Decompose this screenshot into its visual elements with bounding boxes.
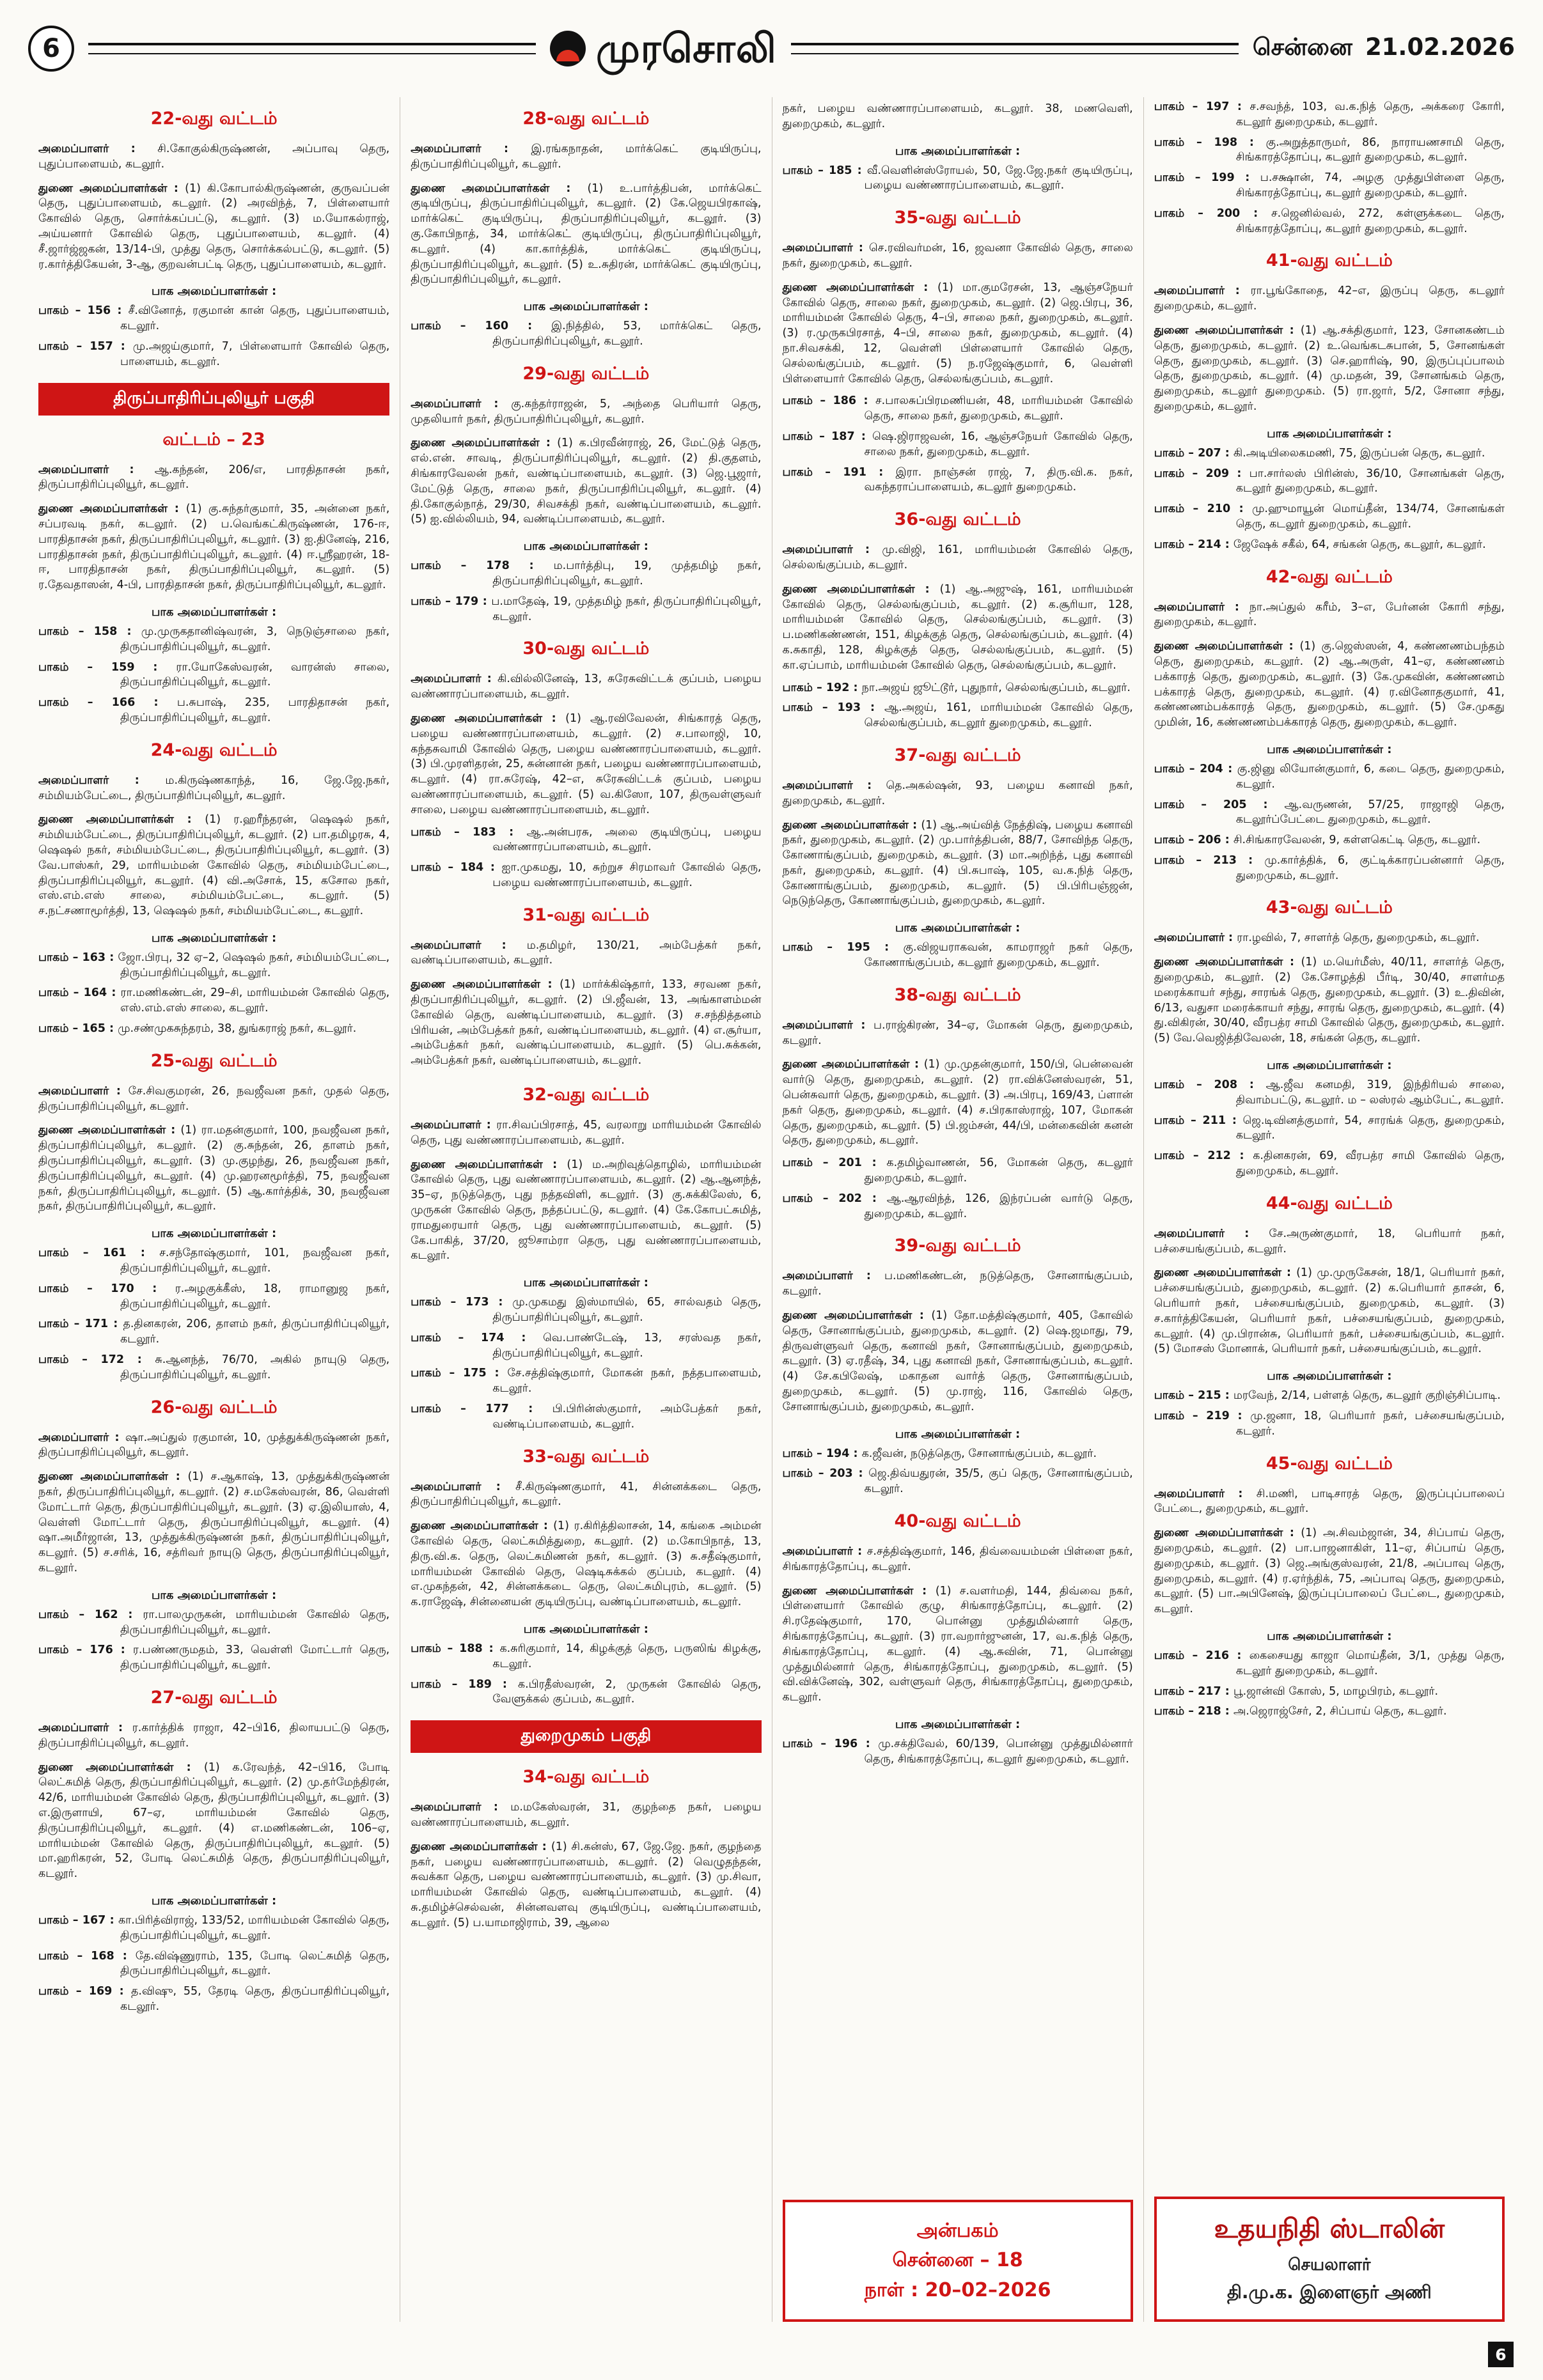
organizer-label: அமைப்பாளர் : [38,143,158,155]
paka-number: பாகம் – 216 : [1154,1649,1249,1662]
deputies-label: துணை அமைப்பாளர்கள் : [1154,1266,1297,1280]
paka-entry: பாகம் – 191 : இரா. நாஞ்சன் ராஜ், 7, திரு.வி.க. நகர், வகந்தராப்பாளையம், கடலூர் துறைமுகம். [782,465,1133,494]
ward-header: 22-வது வட்டம் [150,109,278,128]
paka-heading: பாக அமைப்பாளர்கள் : [523,1276,648,1290]
organizer-line: அமைப்பாளர் : ரா.சிவப்பிரசாத், 45, வரலாறு மாரியம்மன் கோவில் தெரு, புது வண்ணாரப்பாளையம், கடலூர். [411,1119,762,1147]
deputies-label: துணை அமைப்பாளர்கள் : [782,582,940,596]
paka-entry: பாகம் – 207 : கி.அடியிலைகமணி, 75, இருப்பன் தெரு, கடலூர். [1154,446,1485,460]
paka-entry: பாகம் – 202 : ஆ.ஆரவிந்த், 126, இந்ரப்பன் வார்டு தெரு, துறைமுகம், கடலூர். [782,1192,1133,1220]
paka-heading: பாக அமைப்பாளர்கள் : [895,921,1021,935]
organizer-line: அமைப்பாளர் : ஆ.கந்தன், 206/எ, பாரதிதாசன் நகர், திருப்பாதிரிப்புலியூர், கடலூர். [38,463,390,492]
organizer-label: அமைப்பாளர் : [411,938,527,952]
deputies-line: துணை அமைப்பாளர்கள் : (1) சி.கன்ஸ், 67, ஜே.ஜே. நகர், குழந்தை நகர், பழைய வண்ணாரப்பாளையம், கடலூர். (2) வெழுதந்தன், சுவக்கா தெரு, பழைய வண்ணாரப்பாளையம், கடலூர். (3) மு.சிவா, மாரியம்மன் கோவில் தெரு, வண்டிப்பாளையம், கடலூர். (4) சு.தமிழ்ச்செல்வன், சின்னவளவு குடியிருப்பு, வண்டிப்பாளையம், கடலூர். (5) ப.யாமாஜிராம், 39, ஆலை [411,1840,762,1929]
deputies-line: துணை அமைப்பாளர்கள் : (1) க.ரேவந்த், 42–பி16, போடி லெட்சுமித் தெரு, திருப்பாதிரிப்புலியூர், கடலூர். (2) மு.தர்மேந்திரன், 42/6, மாரியம்மன் கோவில் தெரு, திருப்பாதிரிப்புலியூர், கடலூர். (3) எ.இருளாயி, 67–ஏ, மாரியம்மன் கோவில் தெரு, திருப்பாதிரிப்புலியூர், கடலூர். (4) எ.மணிகண்டன், 106–ஏ, மாரியம்மன் கோவில் தெரு, திருப்பாதிரிப்புலியூர், கடலூர். (5) மா.ஹரிகரன், 52, போடி லெட்சுமித் தெரு, திருப்பாதிரிப்புலியூர், கடலூர். [38,1761,390,1881]
paka-number: பாகம் – 163 : [38,951,118,964]
paka-entry: பாகம் – 156 : சீ.வினோத், ரகுமான் கான் தெரு, புதுப்பாளையம், கடலூர். [38,304,390,333]
deputies-label: துணை அமைப்பாளர்கள் : [1154,956,1301,969]
paka-entry: பாகம் – 176 : ர.பண்ணருமதம், 33, வெள்ளி மோட்டார் தெரு, திருப்பாதிரிப்புலியூர், கடலூர். [38,1644,390,1672]
anbagam-line: நாள் : 20–02–2026 [864,2278,1051,2301]
organizer-line: அமைப்பாளர் : தெ.அகல்ஷன், 93, பழைய கனாவி நகர், துறைமுகம், கடலூர். [782,779,1133,807]
paka-number: பாகம் – 208 : [1154,1078,1266,1092]
paka-number: பாகம் – 215 : [1154,1389,1234,1403]
deputies-label: துணை அமைப்பாளர்கள் : [1154,323,1301,337]
paka-number: பாகம் – 201 : [782,1156,887,1170]
deputies-line: துணை அமைப்பாளர்கள் : (1) கு.ஜெஸ்ஸன், 4, கண்ணணம்பந்தம் தெரு, துறைமுகம், கடலூர். (2) ஆ.அருள், 41–ஏ, கண்ணணம் பக்காரத் தெரு, துறைமுகம், கடலூர். (3) கே.முகவின், கண்ணணம் பக்காரத் தெரு, துறைமுகம், கடலூர். (4) ர.வினோதகுமார், 41, கண்ணணம்பக்காரத் தெரு, துறைமுகம், கடலூர். (5) சே.முகது முமின், 16, கண்ணணம்பக்காரத் தெரு, துறைமுகம், கடலூர். [1154,640,1505,729]
paka-entry: பாகம் – 217 : பூ.ஜான்வி கோஸ், 5, மாழபிரம், கடலூர். [1154,1684,1439,1698]
paka-entry: பாகம் – 192 : நா.அஜய் ஜூட்டூர், புதுநார், செல்லங்குப்பம், கடலூர். [782,681,1131,694]
organizer-label: அமைப்பாளர் : [1154,1227,1269,1240]
paka-entry: பாகம் – 198 : கு.அறுத்தாருமர், 86, நாராயணசாமி தெரு, சிங்காரத்தோப்பு, கடலூர் துறைமுகம், கடலூர். [1154,136,1505,164]
ward-header: 41-வது வட்டம் [1265,251,1393,271]
paka-number: பாகம் – 197 : [1154,100,1250,113]
deputies-label: துணை அமைப்பாளர்கள் : [411,712,566,725]
organizer-label: அமைப்பாளர் : [411,1801,511,1814]
paka-number: பாகம் – 160 : [411,320,552,333]
organizer-line: அமைப்பாளர் : சி.மணி, பாடிசாரத் தெரு, இருப்புப்பாலைப் பேட்டை, துறைமுகம், கடலூர். [1154,1487,1505,1516]
paka-entry: பாகம் – 167 : கா.பிரித்விராஜ், 133/52, மாரியம்மன் கோவில் தெரு, திருப்பாதிரிப்புலியூர், கடலூர். [38,1913,390,1942]
edition-date [1253,33,1515,64]
paka-entry: பாகம் – 165 : மு.சண்முகசுந்தரம், 38, துங்கராஜ் நகர், கடலூர். [38,1022,357,1036]
paka-entry: பாகம் – 219 : மு.ஜனா, 18, பெரியார் நகர், பச்சையங்குப்பம், கடலூர். [1154,1410,1505,1438]
paka-number: பாகம் – 188 : [411,1642,500,1655]
organizer-line: அமைப்பாளர் : மு.விஜி, 161, மாரியம்மன் கோவில் தெரு, செல்லங்குப்பம், கடலூர். [782,543,1133,572]
organizer-line: அமைப்பாளர் : ஷா.அப்துல் ரகுமான், 10, முத்துக்கிருஷ்ணன் நகர், திருப்பாதிரிப்புலியூர், கடலூர். [38,1431,390,1459]
paka-number: பாகம் – 189 : [411,1677,518,1691]
deputies-line: துணை அமைப்பாளர்கள் : (1) ஆ.சக்திகுமார், 123, சோனகண்டம் தெரு, துறைமுகம், கடலூர். (2) உ.வெங்கடசுபான், 5, சோனங்கள் தெரு, துறைமுகம், கடலூர். (3) செ.ஹாரிஷ், 90, இருப்புப்பாலம் தெரு, துறைமுகம், கடலூர். (4) மு.மதன், 39, சோனங்கம் தெரு, துறைமுகம், கடலூர் துறைமுகம். (5) ரா.ஜார், 5/2, சோனா சந்து, துறைமுகம், கடலூர். [1154,323,1505,413]
paka-number: பாகம் – 186 : [782,394,875,408]
organizer-label: அமைப்பாளர் : [782,1545,867,1558]
organizer-line: அமைப்பாளர் : கு.கந்தர்ராஜன், 5, அந்தை பெரியார் தெரு, முதலியார் நகர், திருப்பாதிரிப்புலியூர், கடலூர். [411,397,762,426]
deputies-line: துணை அமைப்பாளர்கள் : (1) ச.ஆகாஷ், 13, முத்துக்கிருஷ்ணன் நகர், திருப்பாதிரிப்புலியூர், கடலூர். (2) ச.மகேஸ்வரன், 86, வெள்ளி மோட்டார் தெரு, திருப்பாதிரிப்புலியூர், கடலூர். (3) ஏ.இலியாஸ், 4, வெள்ளி மோட்டார் தெரு, திருப்பாதிரிப்புலியூர், கடலூர். (4) ஷா.அமீர்ஜான், 13, முத்துக்கிருஷ்ணன் நகர், திருப்பாதிரிப்புலியூர், கடலூர். (5) ச.சரிக், 16, சத்ரிவர் நாயுடு தெரு, திருப்பாதிரிப்புலியூர், கடலூர். [38,1470,390,1575]
paka-entry: பாகம் – 162 : ரா.பாலமுருகன், மாரியம்மன் கோவில் தெரு, திருப்பாதிரிப்புலியூர், கடலூர். [38,1608,390,1637]
paka-entry: பாகம் – 158 : மு.முருகதானிஷ்வரன், 3, நெடுஞ்சாலை நகர், திருப்பாதிரிப்புலியூர், கடலூர். [38,625,390,653]
paka-entry: பாகம் – 204 : கு.ஜினு லியோன்குமார், 6, கடை தெரு, துறைமுகம், கடலூர். [1154,762,1505,791]
paka-number: பாகம் – 214 : [1154,538,1234,551]
organizer-line: அமைப்பாளர் : ரா.ழவில், 7, சாளர்த் தெரு, துறைமுகம், கடலூர். [1154,931,1480,945]
organizer-label: அமைப்பாளர் : [1154,284,1251,298]
organizer-line: அமைப்பாளர் : சே.சிவகுமரன், 26, நவஜீவன நகர், முதல் தெரு, திருப்பாதிரிப்புலியூர், கடலூர். [38,1084,390,1113]
ward-header: 29-வது வட்டம் [522,363,650,384]
anbagam-box [783,2200,1133,2322]
paka-number: பாகம் – 192 : [782,681,862,694]
paka-entry: பாகம் – 216 : கைசையது காஜா மொய்தீன், 3/1, முத்து தெரு, கடலூர் துறைமுகம், கடலூர். [1154,1649,1505,1677]
deputies-line: துணை அமைப்பாளர்கள் : (1) அ.சிவம்ஜான், 34, சிப்பாய் தெரு, துறைமுகம், கடலூர். (2) பா.பாஜனாகிள், 11–ஏ, சிப்பாய் தெரு, துறைமுகம், கடலூர். (3) ஜெ.அங்குஸ்வரன், 21/8, அப்பாவு தெரு, துறைமுகம், கடலூர். (4) ர.ஏர்ந்திக், 75, அப்பாவு தெரு, துறைமுகம், கடலூர். (5) பா.அபினேஷ், இருப்புப்பாலைப் பேட்டை, துறைமுகம், கடலூர். [1154,1527,1505,1616]
paka-entry: பாகம் – 209 : பா.சார்லஸ் பிரின்ஸ், 36/10, சோனங்கள் தெரு, கடலூர் துறைமுகம், கடலூர். [1154,467,1505,495]
ward-header: 24-வது வட்டம் [150,740,278,760]
deputies-label: துணை அமைப்பாளர்கள் : [38,813,205,827]
paka-number: பாகம் – 203 : [782,1467,869,1481]
column-3 [772,97,1143,2322]
paka-number: பாகம் – 211 : [1154,1114,1243,1127]
paka-number: பாகம் – 178 : [411,559,554,573]
paka-entry: பாகம் – 157 : மு.அஜய்குமார், 7, பிள்ளையார் கோவில் தெரு, பாளையம், கடலூர். [38,339,390,368]
paka-heading: பாக அமைப்பாளர்கள் : [152,605,277,619]
paka-entry: பாகம் – 210 : மு.ஹுமாயூன் மொய்தீன், 134/74, சோனங்கள் தெரு, கடலூர் துறைமுகம், கடலூர். [1154,502,1505,531]
paka-heading: பாக அமைப்பாளர்கள் : [1267,426,1392,440]
ward-header: 40-வது வட்டம் [894,1511,1021,1531]
continuation-text: நகர், பழைய வண்ணாரப்பாளையம், கடலூர். 38, மணவெளி, துறைமுகம், கடலூர். [782,102,1133,130]
paka-entry: பாகம் – 171 : த.தினகரன், 206, தாளம் நகர், திருப்பாதிரிப்புலியூர், கடலூர். [38,1318,390,1346]
paka-number: பாகம் – 161 : [38,1247,160,1260]
ward-header: 25-வது வட்டம் [150,1050,278,1071]
deputies-label: துணை அமைப்பாளர்கள் : [411,1520,554,1533]
paka-entry: பாகம் – 208 : ஆ.ஜீவ கனமதி, 319, இந்திரியல் சாலை, திவாம்பட்டு, கடலூர். ம – லஸ்ரல் ஆம்பேட், கடலூர். [1154,1078,1505,1107]
paka-entry: பாகம் – 187 : ஷெ.ஜிராஜவன், 16, ஆஞ்சநேயர் கோவில் தெரு, சாலை நகர், துறைமுகம், கடலூர். [782,430,1133,458]
organizer-line: அமைப்பாளர் : சே.அருண்குமார், 18, பெரியார் நகர், பச்சையங்குப்பம், கடலூர். [1154,1227,1505,1256]
paka-entry: பாகம் – 168 : தே.விஷ்ணுராம், 135, போடி லெட்சுமித் தெரு, திருப்பாதிரிப்புலியூர், கடலூர். [38,1949,390,1978]
paka-entry: பாகம் – 201 : க.தமிழ்வாணன், 56, மோகன் தெரு, கடலூர் துறைமுகம், கடலூர். [782,1156,1133,1185]
paka-entry: பாகம் – 177 : பி.பிரின்ஸ்குமார், அம்பேத்கர் நகர், வண்டிப்பாளையம், கடலூர். [411,1403,762,1431]
paka-number: பாகம் – 194 : [782,1447,862,1460]
masthead [550,25,777,72]
deputies-line: துணை அமைப்பாளர்கள் : (1) க.பிரவீன்ராஜ், 26, மேட்டுத் தெரு, எல்.என். சாவடி, திருப்பாதிரிப்புலியூர், கடலூர். (2) தி.குதளம், சிங்காரவேலன் நகர், வண்டிப்பாளையம், கடலூர். (3) ஜெ.பூஜார், மேட்டுத் தெரு, சாலை நகர், திருப்பாதிரிப்புலியூர், கடலூர். (4) தி.கோகுல்நாத், 29/30, சிவசக்தி நகர், வண்டிப்பாளையம், கடலூர். (5) ஐ.வில்லியம், 94, வண்டிப்பாளையம், கடலூர். [411,437,762,526]
organizer-label: அமைப்பாளர் : [38,463,155,476]
paka-number: பாகம் – 213 : [1154,853,1265,867]
deputies-line: துணை அமைப்பாளர்கள் : (1) ஆ.அய்வித் நேத்திஷ், பழைய கனாவி நகர், துறைமுகம், கடலூர். (2) மு.பார்த்திபன், 88/7, சோவிந்த தெரு, கோணாங்குப்பம், துறைமுகம், கடலூர். (3) மா.அறிந்த், புது கனாவி நகர், துறைமுகம், கடலூர். (4) பி.சுபாஷ், 105, வ.க.நித் தெரு, கோணாங்குப்பம், துறைமுகம், கடலூர். (5) பி.பிரிபஞ்ஜன், நெடுந்தெரு, கோணாங்குப்பம், துறைமுகம், கடலூர். [782,818,1133,908]
organizer-label: அமைப்பாளர் : [1154,1487,1257,1500]
paka-heading: பாக அமைப்பாளர்கள் : [895,1717,1021,1731]
column-1 [28,97,400,2322]
region-band: துறைமுகம் பகுதி [411,1720,761,1753]
paka-number: பாகம் – 193 : [782,701,884,715]
deputies-line: துணை அமைப்பாளர்கள் : (1) ர.ஹரீந்தரன், ஷெஷல் நகர், சம்மியம்பேட்டை, திருப்பாதிரிப்புலியூர், கடலூர். (2) பா.தமிழரசு, 4, ஷெஷல் நகர், சம்மியம்பேட்டை, திருப்பாதிரிப்புலியூர், கடலூர். (3) வே.பாஸ்கர், 29, மாரியம்மன் கோவில் தெரு, சம்மியம்பேட்டை, திருப்பாதிரிப்புலியூர், கடலூர். (4) வி.அசோக், 15, கசோல நகர், எஸ்.எம்.எஸ் சாலை, சம்மியம்பேட்டை, கடலூர். (5) ச.நட்சணாமூர்த்தி, 13, ஷெஷல் நகர், சம்மியம்பேட்டை, கடலூர். [38,813,390,918]
paka-number: பாகம் – 206 : [1154,834,1234,847]
organizer-label: அமைப்பாளர் : [411,143,531,155]
deputies-label: துணை அமைப்பாளர்கள் : [782,1058,924,1071]
paka-number: பாகம் – 204 : [1154,762,1237,775]
deputies-label: துணை அமைப்பாளர்கள் : [411,1840,551,1853]
deputies-label: துணை அமைப்பாளர்கள் : [38,502,186,516]
deputies-label: துணை அமைப்பாளர்கள் : [1154,640,1300,653]
paka-number: பாகம் – 212 : [1154,1149,1253,1163]
organizer-line: அமைப்பாளர் : இ.ரங்கநாதன், மார்க்கெட் குடியிருப்பு, திருப்பாதிரிப்புலியூர், கடலூர். [411,143,762,171]
paka-entry: பாகம் – 195 : கு.விஜயராகவன், காமராஜர் நகர் தெரு, கோணாங்குப்பம், கடலூர் துறைமுகம், கடலூர். [782,941,1133,970]
paka-entry: பாகம் – 213 : மு.கார்த்திக், 6, குட்டிக்காரப்பன்னார் தெரு, துறைமுகம், கடலூர். [1154,853,1505,882]
deputies-label: துணை அமைப்பாளர்கள் : [782,1584,936,1598]
ward-header: 32-வது வட்டம் [522,1085,650,1105]
paka-number: பாகம் – 158 : [38,625,141,638]
paka-number: பாகம் – 166 : [38,696,177,710]
deputies-label: துணை அமைப்பாளர்கள் : [411,978,560,992]
paka-entry: பாகம் – 193 : ஆ.அஜய், 161, மாரியம்மன் கோவில் தெரு, செல்லங்குப்பம், கடலூர் துறைமுகம், கடலூர். [782,701,1133,730]
paka-entry: பாகம் – 203 : ஜெ.திவ்யதுரன், 35/5, குப் தெரு, சோனாங்குப்பம், கடலூர். [782,1467,1133,1496]
paka-entry: பாகம் – 215 : மரவேந், 2/14, பள்ளத் தெரு, கடலூர் குறிஞ்சிப்பாடி. [1154,1389,1501,1403]
organizer-label: அமைப்பாளர் : [1154,600,1249,614]
ward-header: 37-வது வட்டம் [894,745,1021,765]
footer-page-number: 6 [1488,2342,1514,2367]
ward-header: வட்டம் – 23 [162,429,265,449]
organizer-label: அமைப்பாளர் : [38,774,166,787]
organizer-label: அமைப்பாளர் : [411,1119,497,1132]
paka-heading: பாக அமைப்பாளர்கள் : [523,300,648,314]
ward-header: 43-வது வட்டம் [1265,898,1393,918]
paka-entry: பாகம் – 178 : ம.பார்த்திபு, 19, முத்தமிழ் நகர், திருப்பாதிரிப்புலியூர், கடலூர். [411,559,762,587]
deputies-label: துணை அமைப்பாளர்கள் : [782,818,921,832]
organizer-line: அமைப்பாளர் : ப.ராஜ்கிரண், 34–ஏ, மோகன் தெரு, துறைமுகம், கடலூர். [782,1018,1133,1047]
ward-listing-columns [28,97,1515,2322]
paka-heading: பாக அமைப்பாளர்கள் : [152,1894,277,1908]
ward-header: 42-வது வட்டம் [1265,566,1393,587]
anbagam-line: அன்பகம் [916,2219,999,2242]
paka-number: பாகம் – 177 : [411,1403,552,1416]
paka-entry: பாகம் – 185 : வீ.வெளின்ஸ்ரோயல், 50, ஜே.ஜே.நகர் குடியிருப்பு, பழைய வண்ணாரப்பாளையம், கடலூர். [782,164,1133,192]
organizer-line: அமைப்பாளர் : ம.மகேஸ்வரன், 31, குழந்தை நகர், பழைய வண்ணாரப்பாளையம், கடலூர். [411,1801,762,1829]
organizer-line: அமைப்பாளர் : செ.ரவிவர்மன், 16, ஜவனா கோவில் தெரு, சாலை நகர், துறைமுகம், கடலூர். [782,242,1133,270]
paka-number: பாகம் – 207 : [1154,446,1234,460]
paka-heading: பாக அமைப்பாளர்கள் : [152,931,277,945]
paka-number: பாகம் – 187 : [782,430,873,443]
deputies-line: துணை அமைப்பாளர்கள் : (1) உ.பார்த்திபன், மார்க்கெட் குடியிருப்பு, திருப்பாதிரிப்புலியூர், கடலூர். (2) கே.ஜெயபிரகாஷ், மார்க்கெட் குடியிருப்பு, திருப்பாதிரிப்புலியூர், கடலூர். (3) கு.கோபிநாத், 34, மார்க்கெட் குடியிருப்பு, திருப்பாதிரிப்புலியூர், கடலூர். (4) கா.கார்த்திக், மார்க்கெட் குடியிருப்பு, திருப்பாதிரிப்புலியூர், கடலூர். (5) உ.சுதிரன், மார்க்கெட் குடியிருப்பு, திருப்பாதிரிப்புலியூர், கடலூர். [411,182,762,286]
paka-number: பாகம் – 210 : [1154,502,1252,516]
masthead-title: முரசொலி [595,25,777,72]
organizer-label: அமைப்பாளர் : [782,1270,884,1283]
paka-number: பாகம் – 162 : [38,1608,143,1621]
paka-number: பாகம் – 159 : [38,660,176,674]
paka-number: பாகம் – 167 : [38,1913,118,1927]
signature-box [1154,2197,1505,2322]
organizer-line: அமைப்பாளர் : ச.சத்திஷ்குமார், 146, திவ்வையம்மன் பிள்ளை நகர், சிங்காரத்தோப்பு, கடலூர். [782,1545,1133,1573]
organizer-label: அமைப்பாளர் : [782,779,886,792]
paka-heading: பாக அமைப்பாளர்கள் : [1267,742,1392,756]
paka-entry: பாகம் – 199 : ப.சக்ஷான், 74, அழகு முத்துபிள்ளை தெரு, சிங்காரத்தோப்பு, கடலூர் துறைமுகம், கடலூர். [1154,171,1505,199]
deputies-label: துணை அமைப்பாளர்கள் : [782,1309,932,1323]
masthead-rule-right [791,43,1239,54]
deputies-line: துணை அமைப்பாளர்கள் : (1) ர.கிரித்திலாசன், 14, கங்கை அம்மன் கோவில் தெரு, லெட்சுமித்துறை, கடலூர். (2) ம.கோபிநாத், 13, திரு.வி.க. தெரு, லெட்சுமிணன் நகர், கடலூர். (3) சு.சதீஷ்குமார், மாரியம்மன் கோவில் தெரு, ஷெடிசுக்கல் குப்பம், கடலூர். (4) எ.முகந்தன், 42, சின்னக்கடை தெரு, லெட்சுமிபுரம், கடலூர். (5) க.ராஜேஷ், சின்னையன் குடியிருப்பு, வண்டிப்பாளையம், கடலூர். [411,1520,762,1609]
paka-heading: பாக அமைப்பாளர்கள் : [1267,1059,1392,1073]
paka-number: பாகம் – 200 : [1154,206,1271,220]
deputies-label: துணை அமைப்பாளர்கள் : [411,182,588,195]
paka-heading: பாக அமைப்பாளர்கள் : [152,284,277,299]
deputies-line: துணை அமைப்பாளர்கள் : (1) தோ.மத்திஷ்குமார், 405, கோவில் தெரு, சோனாங்குப்பம், துறைமுகம், கடலூர். (2) ஷெ.ஜமாது, 79, திருவள்ளுவர் தெரு, கனாவி நகர், சோனாங்குப்பம், துறைமுகம், கடலூர். (3) ஏ.ரதீஷ், 34, புது கனாவி நகர், சோனாங்குப்பம், கடலூர். (4) சே.கபிலேஷ், மகாதன வார்த் தெரு, சோனாங்குப்பம், துறைமுகம், கடலூர். (5) மு.ராஜ், 116, கோவில் தெரு, சோனாங்குப்பம், துறைமுகம், கடலூர். [782,1309,1133,1413]
ward-header: 34-வது வட்டம் [522,1767,650,1787]
paka-entry: பாகம் – 211 : ஜெ.டிவினத்குமார், 54, சாரங்க் தெரு, துறைமுகம், கடலூர். [1154,1114,1505,1142]
deputies-label: துணை அமைப்பாளர்கள் : [411,1158,567,1171]
signatory-name: உதயநிதி ஸ்டாலின் [1214,2213,1445,2244]
paka-number: பாகம் – 185 : [782,164,867,177]
paka-number: பாகம் – 175 : [411,1367,508,1380]
paka-entry: பாகம் – 170 : ர.அழகுக்கீஸ், 18, ராமானுஜ நகர், திருப்பாதிரிப்புலியூர், கடலூர். [38,1282,390,1311]
paka-number: பாகம் – 173 : [411,1296,513,1309]
organizer-label: அமைப்பாளர் : [782,1018,873,1032]
deputies-label: துணை அமைப்பாளர்கள் : [1154,1527,1301,1540]
paka-number: பாகம் – 191 : [782,465,896,479]
ward-header: 30-வது வட்டம் [522,639,650,659]
paka-entry: பாகம் – 159 : ரா.யோகேஸ்வரன், வாரன்ஸ் சாலை, திருப்பாதிரிப்புலியூர், கடலூர். [38,660,390,689]
deputies-line: துணை அமைப்பாளர்கள் : (1) ஆ.அஜுஷ், 161, மாரியம்மன் கோவில் தெரு, செல்லங்குப்பம், கடலூர். (2) க.சூரியா, 128, மாரியம்மன் கோவில் தெரு, செல்லங்குப்பம், கடலூர். (3) ப.மணிகண்ணன், 151, கிழக்குத் தெரு, செல்லங்குப்பம், கடலூர். (4) க.சுகாதி, 128, கிழக்குத் தெரு, செல்லங்குப்பம், கடலூர். (5) கா.ஏப்பாம், மாரியம்மன் கோவில் தெரு, செல்லங்குப்பம், கடலூர். [782,582,1133,672]
deputies-line: துணை அமைப்பாளர்கள் : (1) கி.கோபால்கிருஷ்ணன், குருவப்பன் தெரு, புதுப்பாளையம், கடலூர். (2) அரவிந்த், 7, பிள்ளையார் கோவில் தெரு, சொர்க்கப்பட்டு, கடலூர். (3) ம.யோகல்ராஜ், அய்யனார் கோவில் தெரு, புதுப்பாளையம், கடலூர். (4) சீ.ஜார்ஜ்ஜகன், 13/14-பி, முத்து தெரு, சொர்க்கல்பட்டு, கடலூர். (5) ர.கார்த்திகேயன், 3-ஆ, குறவன்பட்டி தெரு, புதுப்பாளையம், கடலூர். [38,182,390,271]
organizer-line: அமைப்பாளர் : ரா.பூங்கோதை, 42–எ, இருப்பு தெரு, கடலூர் துறைமுகம், கடலூர். [1154,284,1505,313]
deputies-line: துணை அமைப்பாளர்கள் : (1) ம.அறிவுத்தொழில், மாரியம்மன் கோவில் தெரு, புது வண்ணாரப்பாளையம், கடலூர். (2) ஆ.ஆனந்த், 35–ஏ, நடுத்தெரு, புது நத்தவிளி, கடலூர். (3) கு.சுக்கிலேஸ், 6, முருகன் கோவில் தெரு, நத்தப்பட்டு, கடலூர். (4) கே.கோபட்சுமித், ராமதுரையார் தெரு, புது வண்ணாரப்பாளையம், கடலூர். (5) கே.பாகித், 37/20, ஜூசாம்ரா தெரு, புது வண்ணாரப்பாளையம், கடலூர். [411,1158,762,1263]
ward-header: 31-வது வட்டம் [522,905,650,925]
paka-number: பாகம் – 156 : [38,304,129,318]
paka-number: பாகம் – 196 : [782,1737,879,1750]
deputies-line: துணை அமைப்பாளர்கள் : (1) மா.குமரேசன், 13, ஆஞ்சநேயர் கோவில் தெரு, சாலை நகர், துறைமுகம், கடலூர். (2) ஜெ.பிரபு, 36, மாரியம்மன் கோவில் தெரு, 4–பி, சாலை நகர், துறைமுகம், கடலூர். (3) ர.முருகபிரசாத், 4–பி, சாலை நகர், துறைமுகம், கடலூர். (4) நா.சிவசக்கி, 12, வெள்ளி பிள்ளையார் கோவில் தெரு, செல்லங்குப்பம், கடலூர். (5) ந.ரஜேஷ்குமார், 6, வெள்ளி பிள்ளையார் கோவில் தெரு, செல்லங்குப்பம், கடலூர். [782,281,1133,385]
paka-heading: பாக அமைப்பாளர்கள் : [523,540,648,554]
paka-entry: பாகம் – 160 : இ.நித்தில், 53, மார்க்கெட் தெரு, திருப்பாதிரிப்புலியூர், கடலூர். [411,320,762,348]
organizer-line: அமைப்பாளர் : நா.அப்துல் கரீம், 3–எ, பேர்னன் கோரி சந்து, துறைமுகம், கடலூர். [1154,600,1505,629]
deputies-label: துணை அமைப்பாளர்கள் : [38,1124,181,1137]
ward-header: 45-வது வட்டம் [1265,1453,1393,1474]
organizer-label: அமைப்பாளர் : [38,1431,125,1444]
ward-header: 44-வது வட்டம் [1265,1193,1393,1213]
paka-entry: பாகம் – 214 : ஜேஷேக் சகீல், 64, சங்கன் தெரு, கடலூர், கடலூர். [1154,538,1486,551]
deputies-line: துணை அமைப்பாளர்கள் : (1) மு.முருகேசன், 18/1, பெரியார் நகர், பச்சையங்குப்பம், துறைமுகம், கடலூர். (2) க.பெரியார் தாசன், 6, பெரியார் நகர், பச்சையங்குப்பம், துறைமுகம், கடலூர். (3) ச.கார்த்திகேயன், பெரியார் நகர், பச்சையங்குப்பம், துறைமுகம், கடலூர். (4) மு.பிரான்சு, பெரியார் நகர், பச்சையங்குப்பம், கடலூர். (5) மோசஸ் மோனாக், பெரியார் நகர், பச்சையங்குப்பம், கடலூர். [1154,1266,1505,1356]
deputies-label: துணை அமைப்பாளர்கள் : [38,182,185,195]
paka-entry: பாகம் – 161 : ச.சந்தோஷ்குமார், 101, நவஜீவன நகர், திருப்பாதிரிப்புலியூர், கடலூர். [38,1247,390,1275]
paka-number: பாகம் – 164 : [38,986,121,1000]
paka-entry: பாகம் – 197 : ச.சவந்த், 103, வ.க.நித் தெரு, அக்கரை கோரி, கடலூர் துறைமுகம், கடலூர். [1154,100,1505,128]
organizer-line: அமைப்பாளர் : சீ.கிருஷ்ணகுமார், 41, சின்னக்கடை தெரு, திருப்பாதிரிப்புலியூர், கடலூர். [411,1480,762,1509]
paka-heading: பாக அமைப்பாளர்கள் : [152,1227,277,1241]
paka-number: பாகம் – 205 : [1154,798,1285,811]
paka-number: பாகம் – 168 : [38,1949,136,1963]
paka-entry: பாகம் – 172 : சு.ஆனந்த், 76/70, அகில் நாயுடு தெரு, திருப்பாதிரிப்புலியூர், கடலூர். [38,1353,390,1381]
masthead-rule-left [88,43,536,54]
paka-entry: பாகம் – 206 : சி.சிங்காரவேலன், 9, கள்ளகெட்டி தெரு, கடலூர். [1154,834,1481,847]
ward-header: 27-வது வட்டம் [150,1687,278,1707]
paka-number: பாகம் – 219 : [1154,1410,1251,1423]
deputies-line: துணை அமைப்பாளர்கள் : (1) கு.சுந்தர்குமார், 35, அன்னை நகர், சப்பரவடி நகர், கடலூர். (2) ப.வெங்கட்கிருஷ்ணன், 176-ஈ, பாரதிதாசன் நகர், திருப்பாதிரிப்புலியூர், கடலூர். (3) ஐ.தினேஷ், 216, பாரதிதாசன் நகர், திருப்பாதிரிப்புலியூர், கடலூர். (4) ஈ.ஸ்ரீஹரன், 18-ஈ, பாரதிதாசன் நகர், திருப்பாதிரிப்புலியூர், கடலூர். (5) ர.தேவதாஸன், 4-பி, பாரதிதாசன் நகர், திருப்பாதிரிப்புலியூர், கடலூர். [38,502,390,592]
deputies-line: துணை அமைப்பாளர்கள் : (1) மு.முதன்குமார், 150/பி, பென்வைன் வார்டு தெரு, துறைமுகம், கடலூர். (2) ரா.விக்னேஸ்வரன், 51, பென்சுவார் தெரு, துறைமுகம், கடலூர். (3) அ.பிரபு, 169/43, ப்ளான் நகர் தெரு, துறைமுகம், கடலூர். (4) ச.பிரகாஸ்ராஜ், 107, மோகன் தெரு, துறைமுகம், கடலூர். (5) பி.ஜம்சன், 44/பி, மன்கைவின் கனன் தெரு, துறைமுகம், கடலூர். [782,1058,1133,1147]
signatory-role: செயலாளர் [1288,2255,1371,2275]
page-number-circle: 6 [28,26,74,72]
masthead-bar [28,17,1515,81]
issue-date: 21.02.2026 [1365,33,1516,61]
deputies-label: துணை அமைப்பாளர்கள் : [411,437,558,450]
signatory-org: தி.மு.க. இளைஞர் அணி [1226,2282,1432,2303]
organizer-label: அமைப்பாளர் : [1154,931,1237,945]
paka-entry: பாகம் – 200 : ச.ஜெனில்வல், 272, கள்ளுக்கடை தெரு, சிங்காரத்தோப்பு, கடலூர் துறைமுகம், கடலூர். [1154,206,1505,235]
ward-header: 33-வது வட்டம் [522,1446,650,1466]
paka-entry: பாகம் – 196 : மு.சக்திவேல், 60/139, பொன்னு முத்துமில்னார் தெரு, சிங்காரத்தோப்பு, கடலூர் துறைமுகம், கடலூர். [782,1737,1133,1766]
paka-heading: பாக அமைப்பாளர்கள் : [895,1427,1021,1441]
organizer-label: அமைப்பாளர் : [782,242,870,255]
paka-entry: பாகம் – 218 : அ.ஜெராஜ்சேர், 2, சிப்பாய் தெரு, கடலூர். [1154,1705,1447,1718]
organizer-line: அமைப்பாளர் : ம.கிருஷ்ணகாந்த், 16, ஜே.ஜே.நகர், சம்மியம்பேட்டை, திருப்பாதிரிப்புலியூர், கடலூர். [38,774,390,802]
paka-number: பாகம் – 209 : [1154,467,1249,480]
organizer-line: அமைப்பாளர் : ர.கார்த்திக் ராஜா, 42–பி16, திலாயபட்டு தெரு, திருப்பாதிரிப்புலியூர், கடலூர். [38,1721,390,1750]
deputies-line: துணை அமைப்பாளர்கள் : (1) ரா.மதன்குமார், 100, நவஜீவன நகர், திருப்பாதிரிப்புலியூர், கடலூர். (2) கு.சுந்தன், 26, தாளம் நகர், திருப்பாதிரிப்புலியூர், கடலூர். (3) மு.குழந்து, 26, நவஜீவன நகர், திருப்பாதிரிப்புலியூர், கடலூர். (4) மு.ஹரனமூர்த்தி, 75, நவஜீவன நகர், திருப்பாதிரிப்புலியூர், கடலூர். (5) ஆ.கார்த்திக், 30, நவஜீவன நகர், திருப்பாதிரிப்புலியூர், கடலூர். [38,1124,390,1213]
paka-number: பாகம் – 172 : [38,1353,155,1367]
organizer-line: அமைப்பாளர் : கி.வில்லினேஷ், 13, சுரேசுவிட்டக் குப்பம், பழைய வண்ணாரப்பாளையம், கடலூர். [411,673,762,701]
organizer-line: அமைப்பாளர் : ம.தமிழர், 130/21, அம்பேத்கர் நகர், வண்டிப்பாளையம், கடலூர். [411,938,762,967]
column-2 [400,97,771,2322]
region-band: திருப்பாதிரிப்புலியூர் பகுதி [38,383,389,416]
ward-header: 28-வது வட்டம் [522,109,650,128]
organizer-label: அமைப்பாளர் : [38,1084,129,1098]
paka-heading: பாக அமைப்பாளர்கள் : [1267,1629,1392,1643]
paka-entry: பாகம் – 205 : ஆ.வருணன், 57/25, ராஜாஜி தெரு, கடலூர்ப்பேட்டை துறைமுகம், கடலூர். [1154,798,1505,827]
ward-header: 35-வது வட்டம் [894,208,1021,228]
paka-entry: பாகம் – 183 : ஆ.அன்பரசு, அலை குடியிருப்பு, பழைய வண்ணாரப்பாளையம், கடலூர். [411,825,762,854]
paka-number: பாகம் – 217 : [1154,1684,1234,1698]
paka-entry: பாகம் – 186 : ச.பாலசுப்பிரமணியன், 48, மாரியம்மன் கோவில் தெரு, சாலை நகர், துறைமுகம், கடலூர். [782,394,1133,423]
paka-heading: பாக அமைப்பாளர்கள் : [523,1622,648,1636]
paka-number: பாகம் – 165 : [38,1022,118,1036]
anbagam-line: சென்னை – 18 [892,2249,1023,2271]
rising-sun-icon [550,31,586,66]
paka-entry: பாகம் – 184 : ஐா.முகமது, 10, சுற்றுச சிரமாவர் கோவில் தெரு, பழைய வண்ணாரப்பாளையம், கடலூர். [411,861,762,889]
paka-heading: பாக அமைப்பாளர்கள் : [152,1588,277,1602]
ward-header: 39-வது வட்டம் [894,1236,1021,1256]
deputies-line: துணை அமைப்பாளர்கள் : (1) ம.யெர்மீஸ், 40/11, சாளர்த் தெரு, துறைமுகம், கடலூர். (2) கே.சோழத்தி பீர்டி, 30/40, சாளர்மத மரைக்காயர் சந்து, சாரங்க் தெரு, துறைமுகம், கடலூர். (3) உ.திவின், 6/13, வதுசா மரைக்காயர் சந்து, சாரங் தெரு, துறைமுகம், கடலூர். (4) து.விகிரன், 30/40, வீரபத்ர சாமி கோவில் தெரு, துறைமுகம், கடலூர். (5) வே.வெஜித்திவேலன், 18, சங்கன் தெரு, கடலூர். [1154,956,1505,1045]
paka-entry: பாகம் – 175 : சே.சத்திஷ்குமார், மோகன் நகர், நத்தபாளையம், கடலூர். [411,1367,762,1396]
paka-number: பாகம் – 183 : [411,825,527,839]
ward-header: 36-வது வட்டம் [894,509,1021,530]
ward-header: 26-வது வட்டம் [150,1397,278,1417]
paka-number: பாகம் – 195 : [782,941,904,954]
paka-number: பாகம் – 218 : [1154,1705,1234,1718]
paka-heading: பாக அமைப்பாளர்கள் : [895,144,1021,158]
organizer-line: அமைப்பாளர் : ப.மணிகண்டன், நடுத்தெரு, சோனாங்குப்பம், கடலூர். [782,1270,1133,1298]
paka-number: பாகம் – 157 : [38,339,133,353]
paka-entry: பாகம் – 212 : க.தினகரன், 69, வீரபத்ர சாமி கோவில் தெரு, துறைமுகம், கடலூர். [1154,1149,1505,1178]
paka-number: பாகம் – 179 : [411,595,492,608]
paka-number: பாகம் – 184 : [411,861,502,875]
organizer-label: அமைப்பாளர் : [38,1721,132,1734]
organizer-label: அமைப்பாளர் : [782,543,882,557]
paka-entry: பாகம் – 166 : ப.சுபாஷ், 235, பாரதிதாசன் நகர், திருப்பாதிரிப்புலியூர், கடலூர். [38,696,390,724]
paka-number: பாகம் – 170 : [38,1282,175,1295]
organizer-label: அமைப்பாளர் : [411,397,512,410]
edition-name: சென்னை [1252,33,1352,61]
deputies-line: துணை அமைப்பாளர்கள் : (1) மார்க்கிஷ்தார், 133, சரவண நகர், திருப்பாதிரிப்புலியூர், கடலூர். (2) பி.ஜீவன், 13, அங்காளம்மன் கோவில் தெரு, வண்டிப்பாளையம், கடலூர். (3) ச.சந்தித்தனம் பிரியன், அம்பேத்கர் நகர், வண்டிப்பாளையம், கடலூர். (4) எ.சூர்யா, அம்பேத்கர் நகர், வண்டிப்பாளையம், கடலூர். (5) பெ.சுக்கன், அம்பேத்கர் நகர், வண்டிப்பாளையம், கடலூர். [411,978,762,1068]
paka-number: பாகம் – 174 : [411,1331,544,1344]
paka-number: பாகம் – 169 : [38,1985,131,1998]
paka-entry: பாகம் – 188 : க.சுரிகுமார், 14, கிழக்குத் தெரு, பருஸிங் கிழக்கு, கடலூர். [411,1642,762,1670]
paka-entry: பாகம் – 163 : ஜோ.பிரபு, 32 ஏ–2, ஷெஷல் நகர், சம்மியம்பேட்டை, திருப்பாதிரிப்புலியூர், கடலூர். [38,951,390,979]
paka-entry: பாகம் – 174 : வெ.பாண்டேஷ், 13, சரஸ்வத நகர், திருப்பாதிரிப்புலியூர், கடலூர். [411,1331,762,1360]
deputies-label: துணை அமைப்பாளர்கள் : [782,281,937,294]
organizer-line: அமைப்பாளர் : சி.கோகுல்கிருஷ்ணன், அப்பாவு தெரு, புதுப்பாளையம், கடலூர். [38,143,390,171]
paka-number: பாகம் – 176 : [38,1644,133,1657]
paka-number: பாகம் – 198 : [1154,136,1266,149]
paka-entry: பாகம் – 169 : த.விஷு, 55, தேரடி தெரு, திருப்பாதிரிப்புலியூர், கடலூர். [38,1985,390,2013]
deputies-label: துணை அமைப்பாளர்கள் : [38,1761,204,1774]
paka-entry: பாகம் – 194 : க.ஜீவன், நடுத்தெரு, சோனாங்குப்பம், கடலூர். [782,1447,1097,1460]
ward-header: 38-வது வட்டம் [894,984,1021,1005]
paka-number: பாகம் – 171 : [38,1318,123,1331]
paka-heading: பாக அமைப்பாளர்கள் : [1267,1369,1392,1383]
paka-number: பாகம் – 199 : [1154,171,1260,185]
deputies-label: துணை அமைப்பாளர்கள் : [38,1470,188,1484]
deputies-line: துணை அமைப்பாளர்கள் : (1) ச.வளர்மதி, 144, திவ்வை நகர், பிள்ளையார் கோவில் குழு, சிங்காரத்தோப்பு, கடலூர். (2) சி.ரதேஷ்குமார், 170, பொன்னு முத்துமில்னார் தெரு, சிங்காரத்தோப்பு, கடலூர். (3) ரா.வறார்ஜுனன், 17, வ.க.நித் தெரு, சிங்காரத்தோப்பு, கடலூர். (4) ஆ.சுவின், 71, பொன்னு முத்துமில்னார் தெரு, சிங்காரத்தோப்பு, துறைமுகம், கடலூர். (5) வி.விக்னேஷ், 302, வள்ளுவர் தெரு, சிங்காரத்தோப்பு, துறைமுகம், கடலூர். [782,1584,1133,1704]
deputies-line: துணை அமைப்பாளர்கள் : (1) ஆ.ரவிவேலன், சிங்காரத் தெரு, பழைய வண்ணாரப்பாளையம், கடலூர். (2) ச.பாலாஜி, 10, கந்தசுவாமி கோவில் தெரு, பழைய வண்ணாரப்பாளையம், கடலூர். (3) பி.முரளிதரன், 25, சுன்னான் நகர், பழைய வண்ணாரப்பாளையம், கடலூர். (4) ரா.சுரேஷ், 42–எ, சுரேசுவிட்டக் குப்பம், பழைய வண்ணாரப்பாளையம், கடலூர். (5) வ.கிஸோ, 107, திருவள்ளுவர் சாலை, பழைய வண்ணாரப்பாளையம், கடலூர். [411,712,762,816]
paka-number: பாகம் – 202 : [782,1192,887,1205]
column-4 [1143,97,1515,2322]
paka-entry: பாகம் – 189 : க.பிரதீஸ்வரன், 2, முருகன் கோவில் தெரு, வேளுக்கல் குப்பம், கடலூர். [411,1677,762,1706]
paka-entry: பாகம் – 173 : மு.முகமது இஸ்மாயில், 65, சால்வதம் தெரு, திருப்பாதிரிப்புலியூர், கடலூர். [411,1296,762,1325]
paka-entry: பாகம் – 164 : ரா.மணிகண்டன், 29–சி, மாரியம்மன் கோவில் தெரு, எஸ்.எம்.எஸ் சாலை, கடலூர். [38,986,390,1015]
organizer-label: அமைப்பாளர் : [411,673,497,686]
organizer-label: அமைப்பாளர் : [411,1480,516,1493]
paka-entry: பாகம் – 179 : ப.மாதேஷ், 19, முத்தமிழ் நகர், திருப்பாதிரிப்புலியூர், கடலூர். [411,595,762,623]
